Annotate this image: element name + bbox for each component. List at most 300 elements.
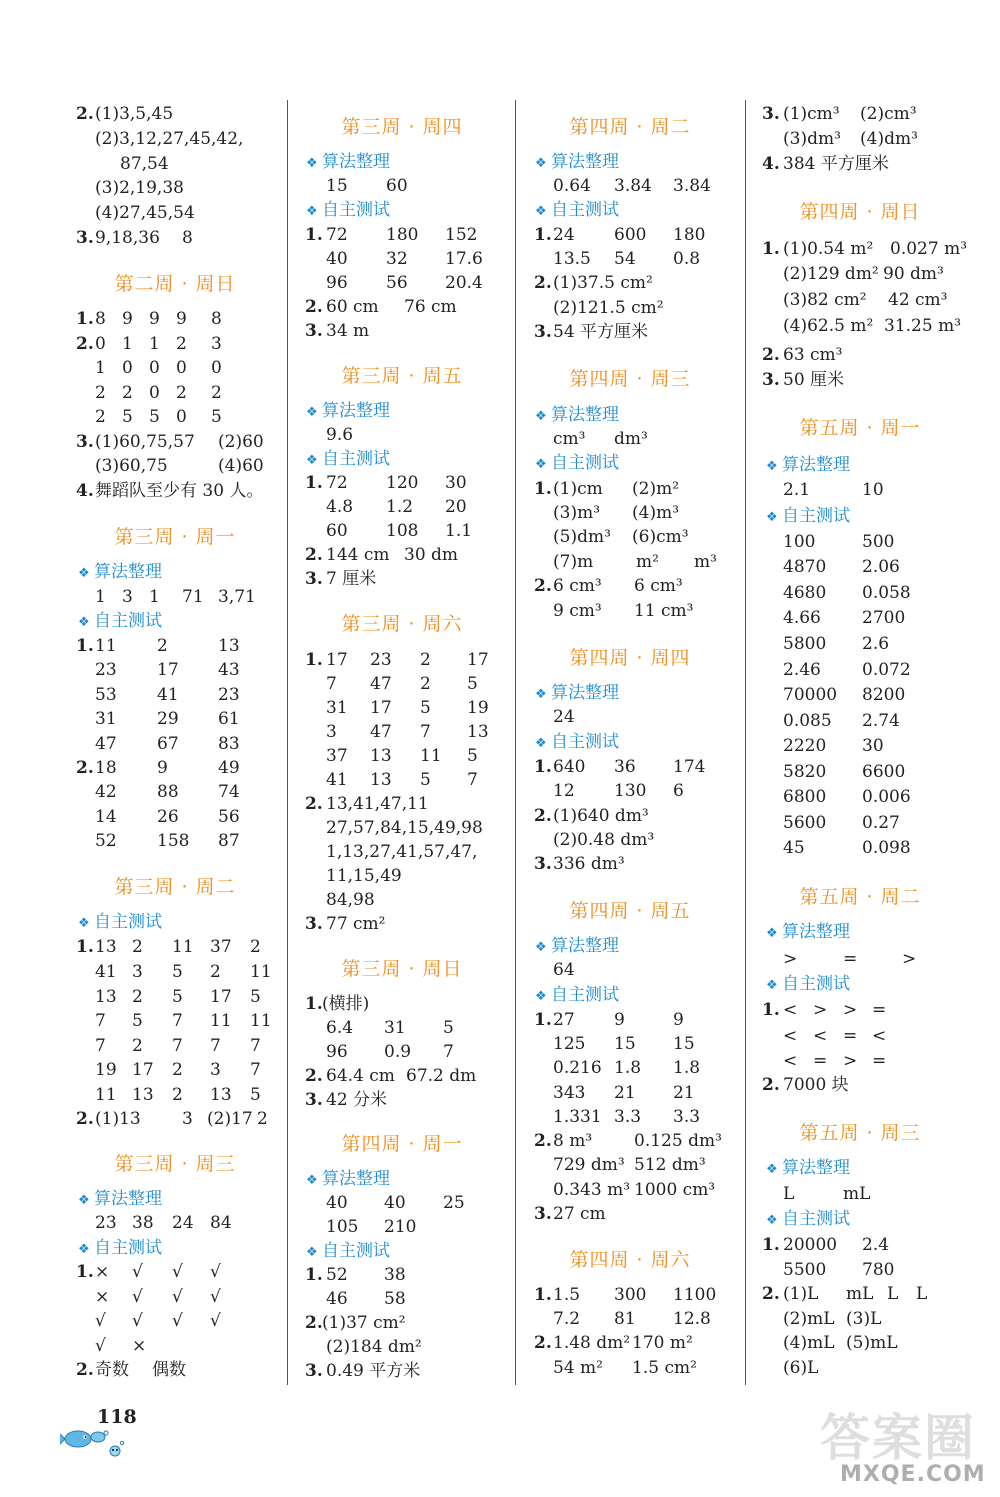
answer-value: 13.5: [553, 249, 591, 269]
answer-line: [0, 1356, 1000, 1381]
answer-value: 17: [467, 650, 489, 670]
answer-value: 5: [250, 987, 261, 1007]
answer-value: 174: [673, 757, 706, 777]
answer-value: 11: [250, 962, 272, 982]
answer-value: 0.125 dm³: [634, 1131, 722, 1151]
answer-value: 0.072: [862, 660, 911, 680]
answer-value: (1)cm³: [783, 104, 840, 124]
answer-value: 9: [122, 309, 133, 329]
answer-value: 56: [386, 273, 408, 293]
question-number: 1.: [534, 225, 552, 245]
section-heading: 第三周 · 周二: [114, 876, 236, 898]
subsection-label-text: 自主测试: [782, 974, 850, 994]
subsection-label-text: 算法整理: [551, 936, 619, 956]
answer-value: 15: [326, 176, 348, 196]
answer-value: 60 cm: [326, 297, 379, 317]
answer-value: 0: [211, 358, 222, 378]
answer-value: (5)mL: [846, 1333, 898, 1353]
answer-value: m²: [636, 552, 659, 572]
answer-value: (3)2,19,38: [95, 178, 184, 198]
answer-value: 2220: [783, 736, 827, 756]
diamond-bullet-icon: ❖: [766, 978, 778, 993]
answer-value: 64.4 cm: [326, 1066, 395, 1086]
answer-value: 158: [157, 831, 190, 851]
answer-value: (1)37.5 cm²: [553, 273, 653, 293]
answer-value: 23: [95, 660, 117, 680]
answer-value: 0.216: [553, 1058, 602, 1078]
answer-value: 67: [157, 734, 179, 754]
answer-line: [0, 734, 1000, 759]
answer-line: [0, 343, 1000, 368]
answer-value: <: [783, 1000, 798, 1020]
answer-value: 3: [122, 587, 133, 607]
answer-value: 0: [95, 334, 106, 354]
answer-value: <: [783, 1026, 798, 1046]
answer-value: 1,13,27,41,57,47,: [326, 842, 478, 862]
answer-value: 2: [95, 383, 106, 403]
question-number: 3.: [76, 432, 94, 452]
answer-value: 5820: [783, 762, 827, 782]
answer-line: [0, 632, 1000, 657]
answer-value: (1)640 dm³: [553, 806, 649, 826]
answer-line: [0, 530, 1000, 555]
answer-value: 5: [420, 698, 431, 718]
answer-value: 奇数: [95, 1360, 129, 1380]
answer-value: 37: [326, 746, 348, 766]
page-number: 118: [97, 1406, 137, 1428]
answer-line: [0, 501, 1000, 526]
diamond-bullet-icon: ❖: [766, 926, 778, 941]
question-number: 1.: [534, 1285, 552, 1305]
answer-value: √: [172, 1311, 183, 1331]
answer-value: 54: [614, 249, 636, 269]
answer-value: cm³: [553, 429, 586, 449]
diamond-bullet-icon: ❖: [535, 736, 547, 751]
question-number: 4.: [762, 154, 780, 174]
answer-value: (4)27,45,54: [95, 203, 195, 223]
answer-value: 0.64: [553, 176, 591, 196]
question-number: 1.: [762, 1235, 780, 1255]
section-heading: 第三周 · 周日: [341, 958, 463, 980]
answer-value: (1)3,5,45: [95, 104, 174, 124]
answer-line: [0, 1282, 1000, 1307]
answer-value: 10: [862, 480, 884, 500]
answer-value: <: [872, 1026, 887, 1046]
answer-value: 41: [157, 685, 179, 705]
answer-value: 23: [370, 650, 392, 670]
answer-value: 76 cm: [404, 297, 457, 317]
answer-value: 0.085: [783, 711, 832, 731]
answer-value: √: [172, 1287, 183, 1307]
answer-line: [0, 912, 1000, 937]
answer-value: 9: [157, 758, 168, 778]
question-number: 1.: [76, 1262, 94, 1282]
section-heading: 第三周 · 周三: [114, 1153, 236, 1175]
question-number: 3.: [534, 1204, 552, 1224]
answer-value: 74: [218, 782, 240, 802]
answer-value: 3.84: [614, 176, 652, 196]
answer-value: (2)0.48 dm³: [553, 830, 655, 850]
question-number: 2.: [305, 545, 323, 565]
answer-value: 3: [211, 334, 222, 354]
diamond-bullet-icon: ❖: [766, 459, 778, 474]
answer-value: =: [813, 1051, 828, 1071]
question-number: 1.: [76, 309, 94, 329]
diamond-bullet-icon: ❖: [78, 1242, 90, 1257]
answer-value: 19: [95, 1060, 117, 1080]
answer-value: 2.46: [783, 660, 821, 680]
question-number: 2.: [305, 1313, 323, 1333]
answer-value: (2)3,12,27,45,42,: [95, 129, 244, 149]
answer-value: 500: [862, 532, 895, 552]
answer-value: √: [210, 1262, 221, 1282]
fish-decoration-icon: [60, 1425, 140, 1460]
answer-value: 96: [326, 273, 348, 293]
answer-value: 5600: [783, 813, 827, 833]
answer-value: 2: [122, 383, 133, 403]
answer-value: 4870: [783, 557, 827, 577]
answer-value: 1.1: [445, 521, 473, 541]
watermark-url: MXQE.COM: [840, 1462, 986, 1487]
answer-value: (4)m³: [632, 503, 680, 523]
answer-value: 15: [673, 1034, 695, 1054]
section-heading: 第三周 · 周六: [341, 613, 463, 635]
answer-value: 2: [132, 937, 143, 957]
answer-value: 8200: [862, 685, 906, 705]
answer-value: 120: [386, 473, 419, 493]
answer-value: 1.8: [614, 1058, 642, 1078]
answer-value: √: [95, 1311, 106, 1331]
answer-value: 27,57,84,15,49,98: [326, 818, 483, 838]
answer-value: 125: [553, 1034, 586, 1054]
answer-value: √: [132, 1262, 143, 1282]
answer-value: 600: [614, 225, 647, 245]
section-heading: 第四周 · 周二: [569, 116, 691, 138]
answer-value: 18: [95, 758, 117, 778]
answer-value: 3.3: [614, 1107, 642, 1127]
answer-value: (2)121.5 cm²: [553, 298, 664, 318]
answer-value: 31: [95, 709, 117, 729]
question-number: 1.: [534, 1010, 552, 1030]
answer-value: √: [210, 1287, 221, 1307]
answer-value: 0.058: [862, 583, 911, 603]
question-number: 3.: [534, 322, 552, 342]
answer-line: [0, 709, 1000, 734]
answer-value: 21: [673, 1083, 695, 1103]
subsection-label-text: 算法整理: [94, 562, 162, 582]
answer-value: 72: [326, 473, 348, 493]
answer-value: 11: [172, 937, 194, 957]
answer-value: 0.49 平方米: [326, 1361, 421, 1381]
answer-value: 34 m: [326, 321, 370, 341]
answer-value: 5800: [783, 634, 827, 654]
answer-value: 13: [370, 770, 392, 790]
question-number: 2.: [305, 1066, 323, 1086]
answer-value: 7: [250, 1060, 261, 1080]
section-heading: 第三周 · 周五: [341, 365, 463, 387]
answer-value: 30: [862, 736, 884, 756]
section-heading: 第三周 · 周四: [341, 116, 463, 138]
answer-value: 42 cm³: [888, 290, 948, 310]
answer-value: 512 dm³: [634, 1155, 706, 1175]
answer-value: dm³: [614, 429, 648, 449]
answer-value: 3: [210, 1060, 221, 1080]
subsection-label-text: 算法整理: [551, 683, 619, 703]
answer-value: 2: [420, 674, 431, 694]
answer-value: (3)L: [846, 1309, 882, 1329]
answer-value: 3: [182, 1109, 193, 1129]
answer-value: 53: [95, 685, 117, 705]
answer-value: 0: [149, 383, 160, 403]
answer-value: 20.4: [445, 273, 483, 293]
section-heading: 第四周 · 周一: [341, 1133, 463, 1155]
diamond-bullet-icon: ❖: [306, 1245, 318, 1260]
answer-value: 42 分米: [326, 1090, 388, 1110]
question-number: 1.: [305, 1265, 323, 1285]
answer-value: 2: [176, 334, 187, 354]
answer-value: 9: [673, 1010, 684, 1030]
answer-value: 11: [95, 636, 117, 656]
answer-value: 31: [326, 698, 348, 718]
subsection-label-text: 自主测试: [322, 449, 390, 469]
answer-line: [0, 1331, 1000, 1356]
answer-value: 0.098: [862, 838, 911, 858]
answer-value: (3)82 cm²: [783, 290, 867, 310]
answer-value: 5: [149, 407, 160, 427]
question-number: 3.: [762, 104, 780, 124]
answer-value: 1: [149, 334, 160, 354]
answer-value: 1: [122, 334, 133, 354]
diamond-bullet-icon: ❖: [535, 687, 547, 702]
section-heading: 第五周 · 周一: [799, 417, 921, 439]
answer-value: 38: [132, 1213, 154, 1233]
answer-value: 3: [132, 962, 143, 982]
answer-line: [0, 478, 1000, 503]
answer-line: [0, 127, 1000, 152]
answer-value: 40: [384, 1193, 406, 1213]
diamond-bullet-icon: ❖: [306, 453, 318, 468]
answer-value: (4)60: [218, 456, 264, 476]
answer-value: 2: [172, 1060, 183, 1080]
answer-value: 2.74: [862, 711, 900, 731]
answer-value: 21: [614, 1083, 636, 1103]
answer-value: 30: [445, 473, 467, 493]
answer-value: 27 cm: [553, 1204, 606, 1224]
section-heading: 第四周 · 周日: [799, 201, 921, 223]
answer-line: [0, 683, 1000, 708]
answer-value: 60: [386, 176, 408, 196]
answer-value: 14: [95, 807, 117, 827]
answer-value: 2.4: [862, 1235, 890, 1255]
answer-value: 9: [176, 309, 187, 329]
answer-value: 46: [326, 1289, 348, 1309]
answer-value: 7000 块: [783, 1075, 849, 1095]
answer-value: <: [813, 1026, 828, 1046]
answer-value: 40: [326, 249, 348, 269]
answer-value: 11 cm³: [634, 601, 694, 621]
question-number: 1.: [762, 1000, 780, 1020]
answer-line: [0, 581, 1000, 606]
section-heading: 第四周 · 周六: [569, 1249, 691, 1271]
answer-value: =: [843, 949, 858, 969]
answer-value: 88: [157, 782, 179, 802]
answer-value: 77 cm²: [326, 914, 386, 934]
answer-value: (1)13: [95, 1109, 141, 1129]
question-number: 3.: [305, 1361, 323, 1381]
answer-value: >: [843, 1000, 858, 1020]
answer-value: >: [813, 1000, 828, 1020]
answer-value: 5500: [783, 1260, 827, 1280]
answer-value: 67.2 dm: [406, 1066, 477, 1086]
question-number: 3.: [305, 569, 323, 589]
answer-line: [0, 1049, 1000, 1074]
answer-value: 152: [445, 225, 478, 245]
answer-value: 84: [210, 1213, 232, 1233]
answer-value: 1.5 cm²: [632, 1358, 697, 1378]
answer-value: 71: [182, 587, 204, 607]
question-number: 1.: [76, 937, 94, 957]
answer-value: 31: [384, 1018, 406, 1038]
subsection-label-text: 算法整理: [551, 152, 619, 172]
answer-value: 54 平方厘米: [553, 322, 649, 342]
answer-value: 47: [95, 734, 117, 754]
answer-value: 43: [218, 660, 240, 680]
subsection-label-text: 算法整理: [322, 401, 390, 421]
answer-value: 41: [95, 962, 117, 982]
subsection-label: [766, 1156, 850, 1180]
subsection-label: [535, 403, 619, 427]
question-number: 1.: [305, 473, 323, 493]
subsection-label-text: 自主测试: [322, 200, 390, 220]
diamond-bullet-icon: ❖: [766, 1162, 778, 1177]
answer-value: 31.25 m³: [884, 316, 962, 336]
answer-value: 42: [95, 782, 117, 802]
answer-value: 84,98: [326, 890, 375, 910]
answer-value: (4)dm³: [860, 129, 918, 149]
answer-value: 5: [211, 407, 222, 427]
answer-value: 6: [673, 781, 684, 801]
answer-value: 20000: [783, 1235, 838, 1255]
diamond-bullet-icon: ❖: [78, 916, 90, 931]
answer-value: 24: [172, 1213, 194, 1233]
answer-value: 4.66: [783, 608, 821, 628]
answer-line: [0, 1307, 1000, 1332]
answer-value: 729 dm³: [553, 1155, 625, 1175]
answer-value: 29: [157, 709, 179, 729]
subsection-label-text: 算法整理: [782, 1158, 850, 1178]
answer-value: 7: [172, 1011, 183, 1031]
answer-value: 0: [149, 358, 160, 378]
answer-value: 105: [326, 1217, 359, 1237]
subsection-label: [306, 198, 390, 222]
subsection-label-text: 算法整理: [94, 1189, 162, 1209]
answer-value: 1.331: [553, 1107, 602, 1127]
answer-value: 7: [250, 1036, 261, 1056]
answer-value: 2: [132, 987, 143, 1007]
answer-value: 45: [783, 838, 805, 858]
answer-value: 0.8: [673, 249, 701, 269]
answer-value: 4680: [783, 583, 827, 603]
answer-value: 81: [614, 1309, 636, 1329]
diamond-bullet-icon: ❖: [306, 156, 318, 171]
subsection-label: [766, 453, 850, 477]
answer-value: √: [132, 1311, 143, 1331]
subsection-label: [535, 451, 619, 475]
answer-value: 2: [210, 962, 221, 982]
answer-value: 7 厘米: [326, 569, 377, 589]
subsection-label-text: 自主测试: [551, 200, 619, 220]
question-number: 1.: [305, 994, 323, 1014]
answer-value: 41: [326, 770, 348, 790]
answer-value: m³: [694, 552, 717, 572]
answer-value: 7: [172, 1036, 183, 1056]
answer-value: 24: [553, 707, 575, 727]
answer-value: 49: [218, 758, 240, 778]
subsection-label: [306, 399, 390, 423]
answer-value: 2: [250, 937, 261, 957]
answer-value: >: [783, 949, 798, 969]
answer-value: 170 m²: [632, 1333, 693, 1353]
answer-value: 58: [384, 1289, 406, 1309]
answer-value: 37: [210, 937, 232, 957]
answer-value: 3,71: [218, 587, 256, 607]
diamond-bullet-icon: ❖: [306, 204, 318, 219]
answer-value: 6800: [783, 787, 827, 807]
answer-value: mL: [843, 1184, 871, 1204]
answer-line: [0, 606, 1000, 631]
answer-value: 1100: [673, 1285, 717, 1305]
answer-line: [0, 760, 1000, 785]
diamond-bullet-icon: ❖: [766, 510, 778, 525]
section-heading: 第五周 · 周二: [799, 886, 921, 908]
answer-line: [0, 998, 1000, 1023]
answer-value: 23: [218, 685, 240, 705]
subsection-label-text: 自主测试: [551, 985, 619, 1005]
answer-value: 90 dm³: [883, 264, 944, 284]
section-heading: 第三周 · 周一: [114, 526, 236, 548]
answer-value: 30 dm: [404, 545, 459, 565]
answer-value: 50 厘米: [783, 370, 845, 390]
answer-value: 25: [443, 1193, 465, 1213]
answer-value: (2)mL: [783, 1309, 835, 1329]
question-number: 2.: [762, 345, 780, 365]
answer-value: 8: [211, 309, 222, 329]
subsection-label-text: 自主测试: [94, 912, 162, 932]
question-number: 2.: [305, 297, 323, 317]
diamond-bullet-icon: ❖: [306, 1173, 318, 1188]
answer-value: 7: [420, 722, 431, 742]
answer-value: 1: [95, 358, 106, 378]
answer-line: [0, 174, 1000, 199]
answer-value: 780: [862, 1260, 895, 1280]
answer-value: 17: [132, 1060, 154, 1080]
answer-value: 9: [614, 1010, 625, 1030]
answer-value: 12: [553, 781, 575, 801]
answer-value: √: [95, 1336, 106, 1356]
answer-value: 52: [326, 1265, 348, 1285]
answer-value: 1: [149, 587, 160, 607]
answer-value: 5: [467, 746, 478, 766]
answer-line: [0, 368, 1000, 393]
subsection-label-text: 算法整理: [322, 152, 390, 172]
question-number: 1.: [305, 225, 323, 245]
answer-value: L: [887, 1284, 899, 1304]
question-number: 2.: [762, 1284, 780, 1304]
answer-value: 2: [257, 1109, 268, 1129]
answer-value: (5)dm³: [553, 527, 611, 547]
answer-value: 300: [614, 1285, 647, 1305]
question-number: 2.: [76, 1360, 94, 1380]
